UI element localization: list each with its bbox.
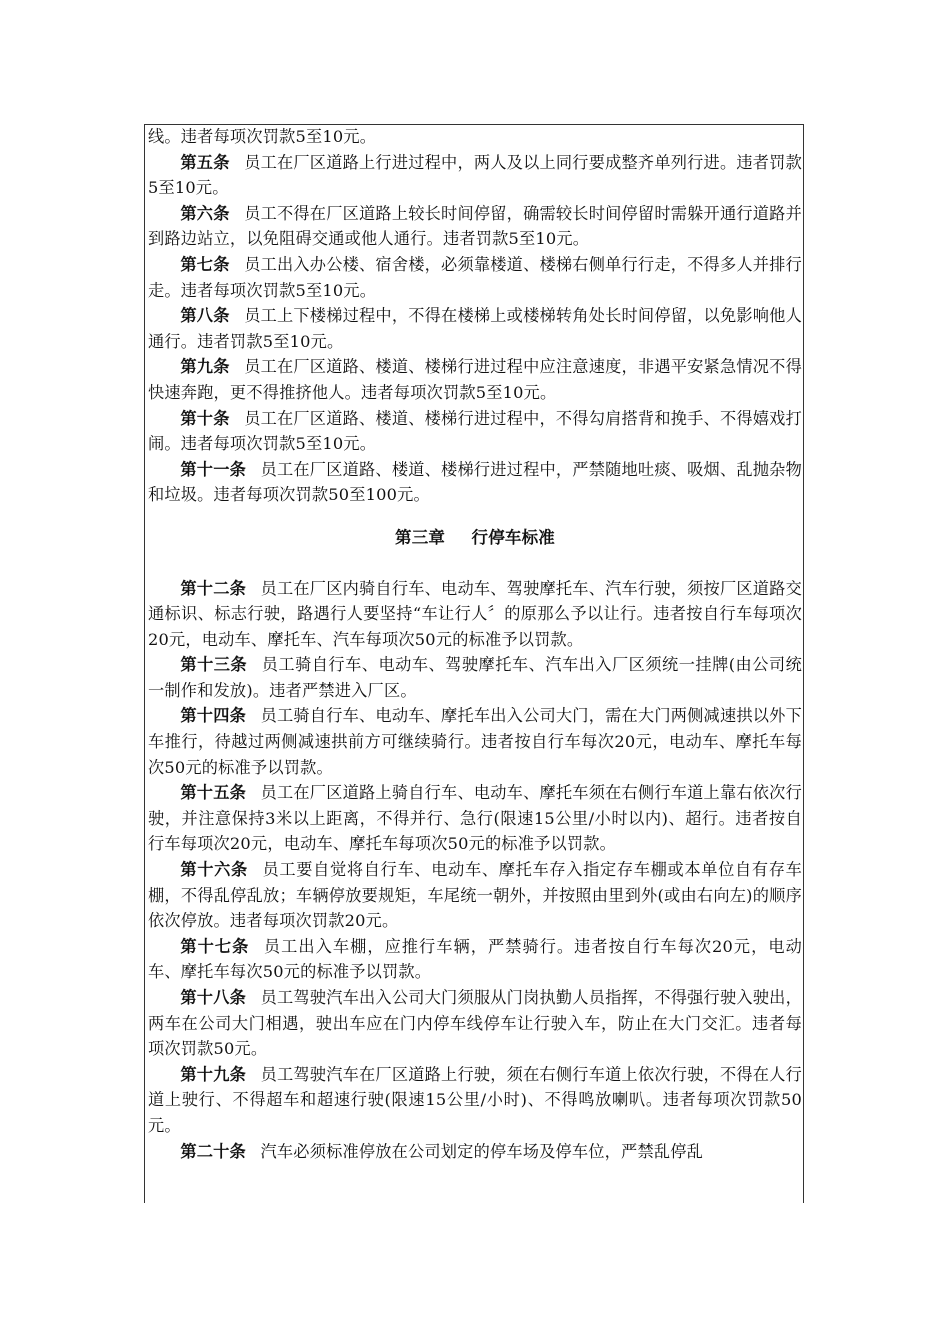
article-text: 员工在厂区道路、楼道、楼梯行进过程中，严禁随地吐痰、吸烟、乱抛杂物和垃圾。违者每项次罚款50至100元。 bbox=[148, 459, 802, 505]
article-text: 员工驾驶汽车出入公司大门须服从门岗执勤人员指挥，不得强行驶入驶出，两车在公司大门相遇，驶出车应在门内停车线停车让行驶入车，防止在大门交汇。违者每项次罚款50元。 bbox=[148, 988, 802, 1059]
article-paragraph bbox=[148, 780, 802, 857]
article-text: 员工骑自行车、电动车、摩托车出入公司大门，需在大门两侧减速拱以外下车推行，待越过两侧减速拱前方可继续骑行。违者按自行车每次20元，电动车、摩托车每次50元的标准予以罚款。 bbox=[148, 706, 802, 777]
article-paragraph bbox=[148, 150, 802, 201]
article-label: 第十一条 bbox=[180, 459, 247, 479]
article-paragraph bbox=[148, 1062, 802, 1139]
article-paragraph bbox=[148, 1139, 802, 1165]
article-text: 员工骑自行车、电动车、驾驶摩托车、汽车出入厂区须统一挂牌(由公司统一制作和发放)。违者严禁进入厂区。 bbox=[148, 655, 802, 700]
article-paragraph bbox=[148, 934, 802, 985]
continuation-paragraph: 线。违者每项次罚款5至10元。 bbox=[148, 127, 377, 146]
article-label: 第十九条 bbox=[180, 1064, 247, 1084]
article-text: 员工出入办公楼、宿舍楼，必须靠楼道、楼梯右侧单行行走，不得多人并排行走。违者每项次罚款5至10元。 bbox=[148, 254, 802, 300]
article-paragraph bbox=[148, 857, 802, 934]
article-label: 第五条 bbox=[180, 152, 230, 172]
article-text: 员工驾驶汽车在厂区道路上行驶，须在右侧行车道上依次行驶，不得在人行道上驶行、不得超车和超速行驶(限速15公里/小时)、不得鸣放喇叭。违者每项次罚款50元。 bbox=[148, 1064, 802, 1135]
articles-section-chapter-two bbox=[148, 150, 802, 508]
chapter-heading bbox=[148, 525, 802, 551]
article-text: 员工在厂区道路、楼道、楼梯行进过程中应注意速度，非遇平安紧急情况不得快速奔跑，更不得推挤他人。违者每项次罚款5至10元。 bbox=[148, 357, 802, 402]
article-paragraph bbox=[148, 201, 802, 252]
article-paragraph bbox=[148, 354, 802, 405]
article-text: 员工出入车棚，应推行车辆，严禁骑行。违者按自行车每次20元，电动车、摩托车每次50元的标准予以罚款。 bbox=[148, 936, 802, 982]
article-paragraph bbox=[148, 985, 802, 1062]
article-label: 第十八条 bbox=[180, 988, 247, 1007]
article-label: 第八条 bbox=[180, 306, 230, 326]
article-text: 员工不得在厂区道路上较长时间停留，确需较长时间停留时需躲开通行道路并到路边站立，以免阻碍交通或他人通行。违者罚款5至10元。 bbox=[148, 203, 802, 249]
article-label: 第十七条 bbox=[180, 936, 250, 956]
article-label: 第九条 bbox=[180, 357, 230, 377]
article-text: 员工上下楼梯过程中，不得在楼梯上或楼梯转角处长时间停留，以免影响他人通行。违者罚款5至10元。 bbox=[148, 306, 802, 351]
chapter-number: 第三章 bbox=[395, 527, 446, 547]
article-paragraph bbox=[148, 457, 802, 508]
article-paragraph bbox=[148, 303, 802, 354]
article-label: 第十二条 bbox=[180, 578, 247, 598]
article-label: 第十三条 bbox=[180, 655, 248, 675]
article-label: 第十四条 bbox=[180, 706, 247, 726]
article-label: 第二十条 bbox=[180, 1141, 246, 1161]
articles-section-chapter-three bbox=[148, 576, 802, 1165]
article-label: 第十条 bbox=[180, 408, 230, 428]
article-label: 第七条 bbox=[180, 254, 230, 274]
article-text: 员工要自觉将自行车、电动车、摩托车存入指定存车棚或本单位自有存车棚，不得乱停乱放；车辆停放要规矩，车尾统一朝外，并按照由里到外(或由右向左)的顺序依次停放。违者每项次罚款20元。 bbox=[148, 860, 802, 931]
document-body bbox=[148, 124, 802, 1164]
article-text: 员工在厂区内骑自行车、电动车、驾驶摩托车、汽车行驶，须按厂区道路交通标识、标志行驶，路遇行人要坚持“车让行人〞的原那么予以让行。违者按自行车每项次20元，电动车、摩托车、汽车每项次50元的标准予以罚款。 bbox=[148, 578, 802, 649]
chapter-title: 行停车标准 bbox=[471, 527, 555, 547]
article-label: 第十六条 bbox=[180, 860, 248, 880]
article-text: 汽车必须标准停放在公司划定的停车场及停车位，严禁乱停乱 bbox=[260, 1141, 703, 1161]
article-paragraph bbox=[148, 406, 802, 457]
article-paragraph bbox=[148, 252, 802, 303]
article-paragraph bbox=[148, 703, 802, 780]
article-label: 第六条 bbox=[180, 203, 230, 223]
article-text: 员工在厂区道路上行进过程中，两人及以上同行要成整齐单列行进。违者罚款5至10元。 bbox=[148, 152, 802, 198]
article-paragraph bbox=[148, 652, 802, 703]
article-label: 第十五条 bbox=[180, 783, 247, 803]
article-text: 员工在厂区道路上骑自行车、电动车、摩托车须在右侧行车道上靠右依次行驶，并注意保持3米以上距离，不得并行、急行(限速15公里/小时以内)、超行。违者按自行车每项次20元，电动车、摩托车每项次50元的标准予以罚款。 bbox=[148, 783, 802, 854]
article-paragraph bbox=[148, 576, 802, 653]
article-text: 员工在厂区道路、楼道、楼梯行进过程中，不得勾肩搭背和挽手、不得嬉戏打闹。违者每项次罚款5至10元。 bbox=[148, 408, 802, 454]
